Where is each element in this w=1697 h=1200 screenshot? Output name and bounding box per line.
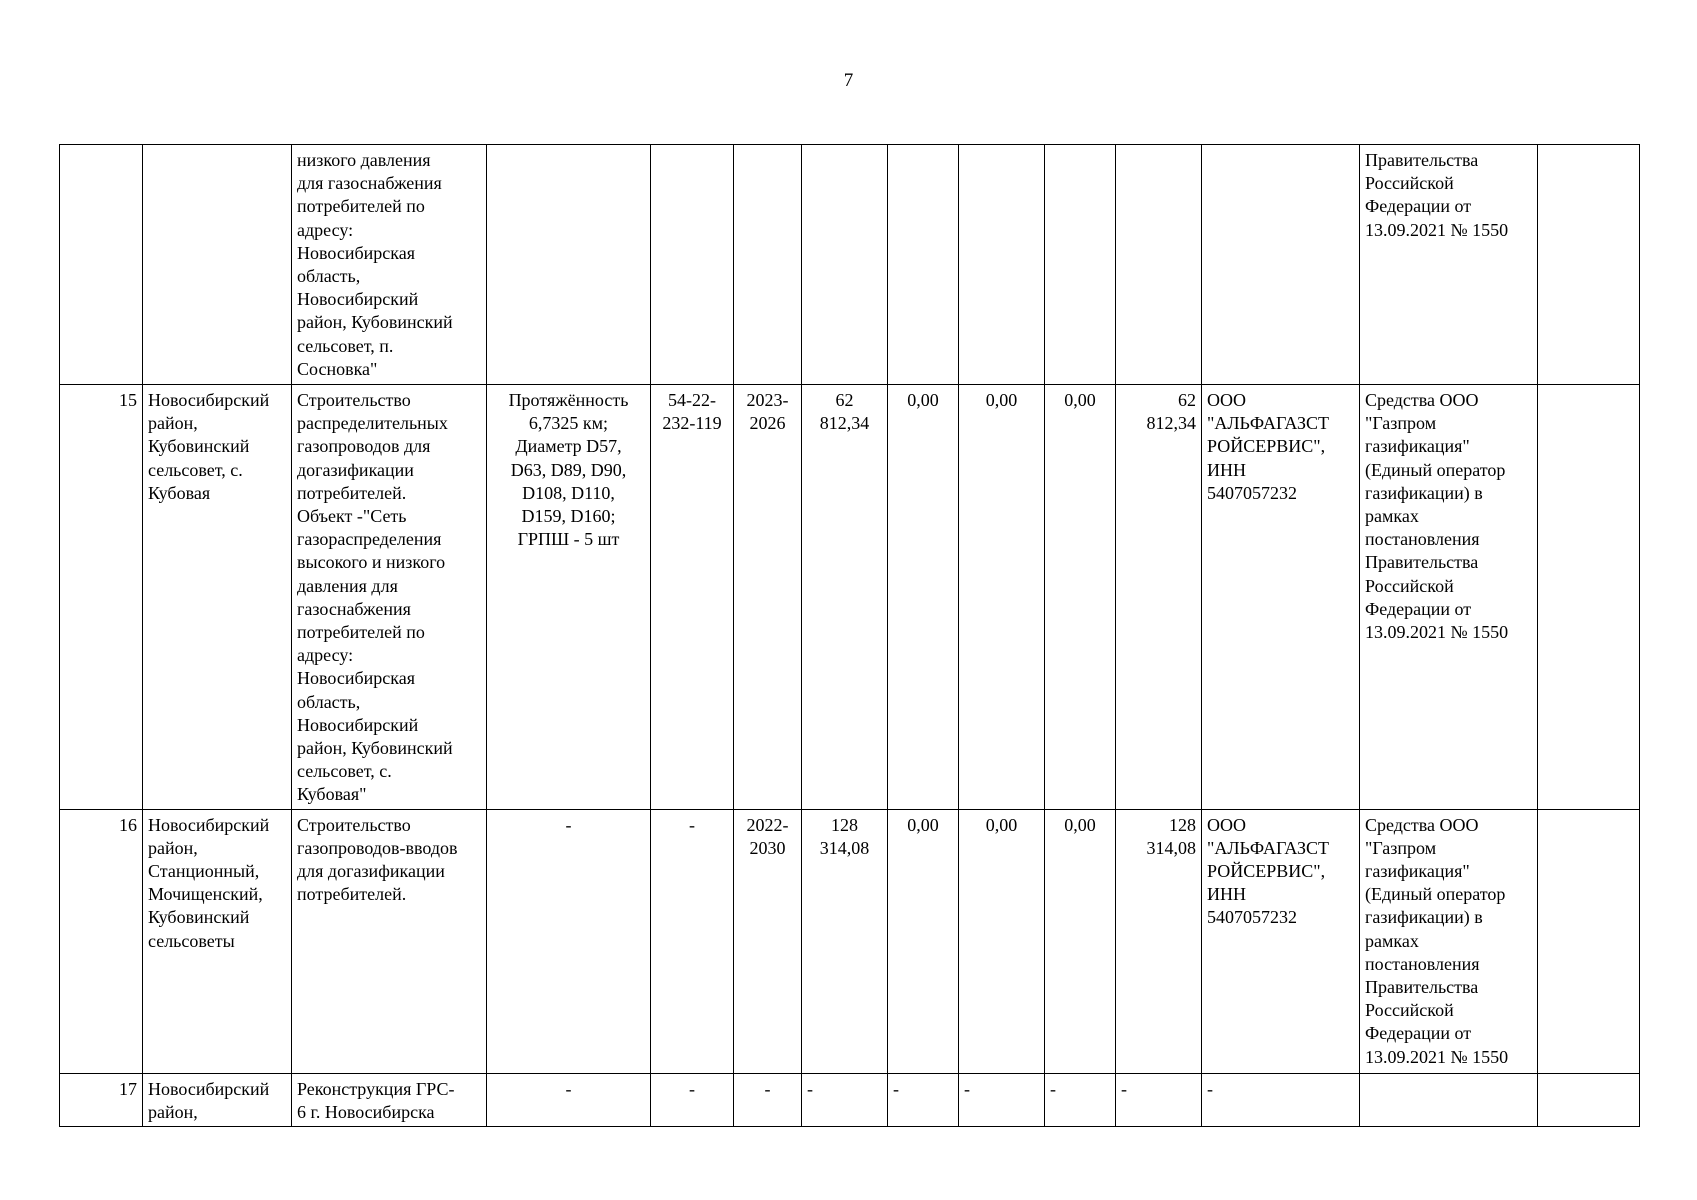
table-row	[60, 1073, 1640, 1126]
cell-value-4: 62 812,34	[1116, 385, 1202, 810]
cell-executor: -	[1202, 1073, 1360, 1126]
cell-value-3: 0,00	[1045, 385, 1116, 810]
cell-number: 17	[60, 1073, 143, 1126]
cell-description: Реконструкция ГРС- 6 г. Новосибирска	[292, 1073, 487, 1126]
cell-total: 128 314,08	[802, 809, 888, 1073]
cell-code	[651, 145, 734, 385]
cell-number	[60, 145, 143, 385]
cell-value-4: 128 314,08	[1116, 809, 1202, 1073]
cell-value-3	[1045, 145, 1116, 385]
cell-value-2: -	[959, 1073, 1045, 1126]
cell-value-3: -	[1045, 1073, 1116, 1126]
cell-location: Новосибирский район, Станционный, Мочищенский, Кубовинский сельсоветы	[143, 809, 292, 1073]
cell-characteristics	[487, 145, 651, 385]
cell-value-2: 0,00	[959, 385, 1045, 810]
cell-period: 2022- 2030	[734, 809, 802, 1073]
cell-funding-source	[1360, 1073, 1538, 1126]
cell-code: -	[651, 809, 734, 1073]
cell-description: Строительство газопроводов-вводов для догазификации потребителей.	[292, 809, 487, 1073]
cell-number: 15	[60, 385, 143, 810]
cell-value-1: 0,00	[888, 809, 959, 1073]
cell-value-4: -	[1116, 1073, 1202, 1126]
cell-funding-source: Правительства Российской Федерации от 13.09.2021 № 1550	[1360, 145, 1538, 385]
investment-table	[59, 144, 1640, 1127]
cell-value-1	[888, 145, 959, 385]
cell-location	[143, 145, 292, 385]
cell-executor: ООО "АЛЬФАГАЗСТ РОЙСЕРВИС", ИНН 5407057232	[1202, 809, 1360, 1073]
cell-description: Строительство распределительных газопроводов для догазификации потребителей. Объект -"Сеть газораспределения высокого и низкого давления для газоснабжения потребителей по адресу: Новосибирская область, Новосибирский район, Кубовинский сельсовет, с. Кубовая"	[292, 385, 487, 810]
cell-value-1: -	[888, 1073, 959, 1126]
table-row	[60, 809, 1640, 1073]
page-number: 7	[843, 70, 854, 91]
cell-location: Новосибирский район,	[143, 1073, 292, 1126]
cell-period	[734, 145, 802, 385]
cell-note	[1538, 145, 1640, 385]
table-row	[60, 385, 1640, 810]
cell-value-4	[1116, 145, 1202, 385]
cell-note	[1538, 1073, 1640, 1126]
cell-executor	[1202, 145, 1360, 385]
cell-funding-source: Средства ООО "Газпром газификация" (Единый оператор газификации) в рамках постановления Правительства Российской Федерации от 13.09.2021 № 1550	[1360, 809, 1538, 1073]
cell-total: 62 812,34	[802, 385, 888, 810]
cell-value-3: 0,00	[1045, 809, 1116, 1073]
cell-value-2	[959, 145, 1045, 385]
cell-code: 54-22- 232-119	[651, 385, 734, 810]
cell-total	[802, 145, 888, 385]
cell-executor: ООО "АЛЬФАГАЗСТ РОЙСЕРВИС", ИНН 5407057232	[1202, 385, 1360, 810]
cell-period: -	[734, 1073, 802, 1126]
cell-period: 2023- 2026	[734, 385, 802, 810]
cell-description: низкого давления для газоснабжения потребителей по адресу: Новосибирская область, Новосибирский район, Кубовинский сельсовет, п. Сосновка"	[292, 145, 487, 385]
cell-number: 16	[60, 809, 143, 1073]
cell-total: -	[802, 1073, 888, 1126]
cell-note	[1538, 385, 1640, 810]
cell-value-1: 0,00	[888, 385, 959, 810]
cell-note	[1538, 809, 1640, 1073]
cell-value-2: 0,00	[959, 809, 1045, 1073]
cell-code: -	[651, 1073, 734, 1126]
cell-location: Новосибирский район, Кубовинский сельсовет, с. Кубовая	[143, 385, 292, 810]
cell-funding-source: Средства ООО "Газпром газификация" (Единый оператор газификации) в рамках постановления Правительства Российской Федерации от 13.09.2021 № 1550	[1360, 385, 1538, 810]
cell-characteristics: -	[487, 1073, 651, 1126]
table-row	[60, 145, 1640, 385]
cell-characteristics: Протяжённость 6,7325 км; Диаметр D57, D63, D89, D90, D108, D110, D159, D160; ГРПШ - 5 шт	[487, 385, 651, 810]
cell-characteristics: -	[487, 809, 651, 1073]
